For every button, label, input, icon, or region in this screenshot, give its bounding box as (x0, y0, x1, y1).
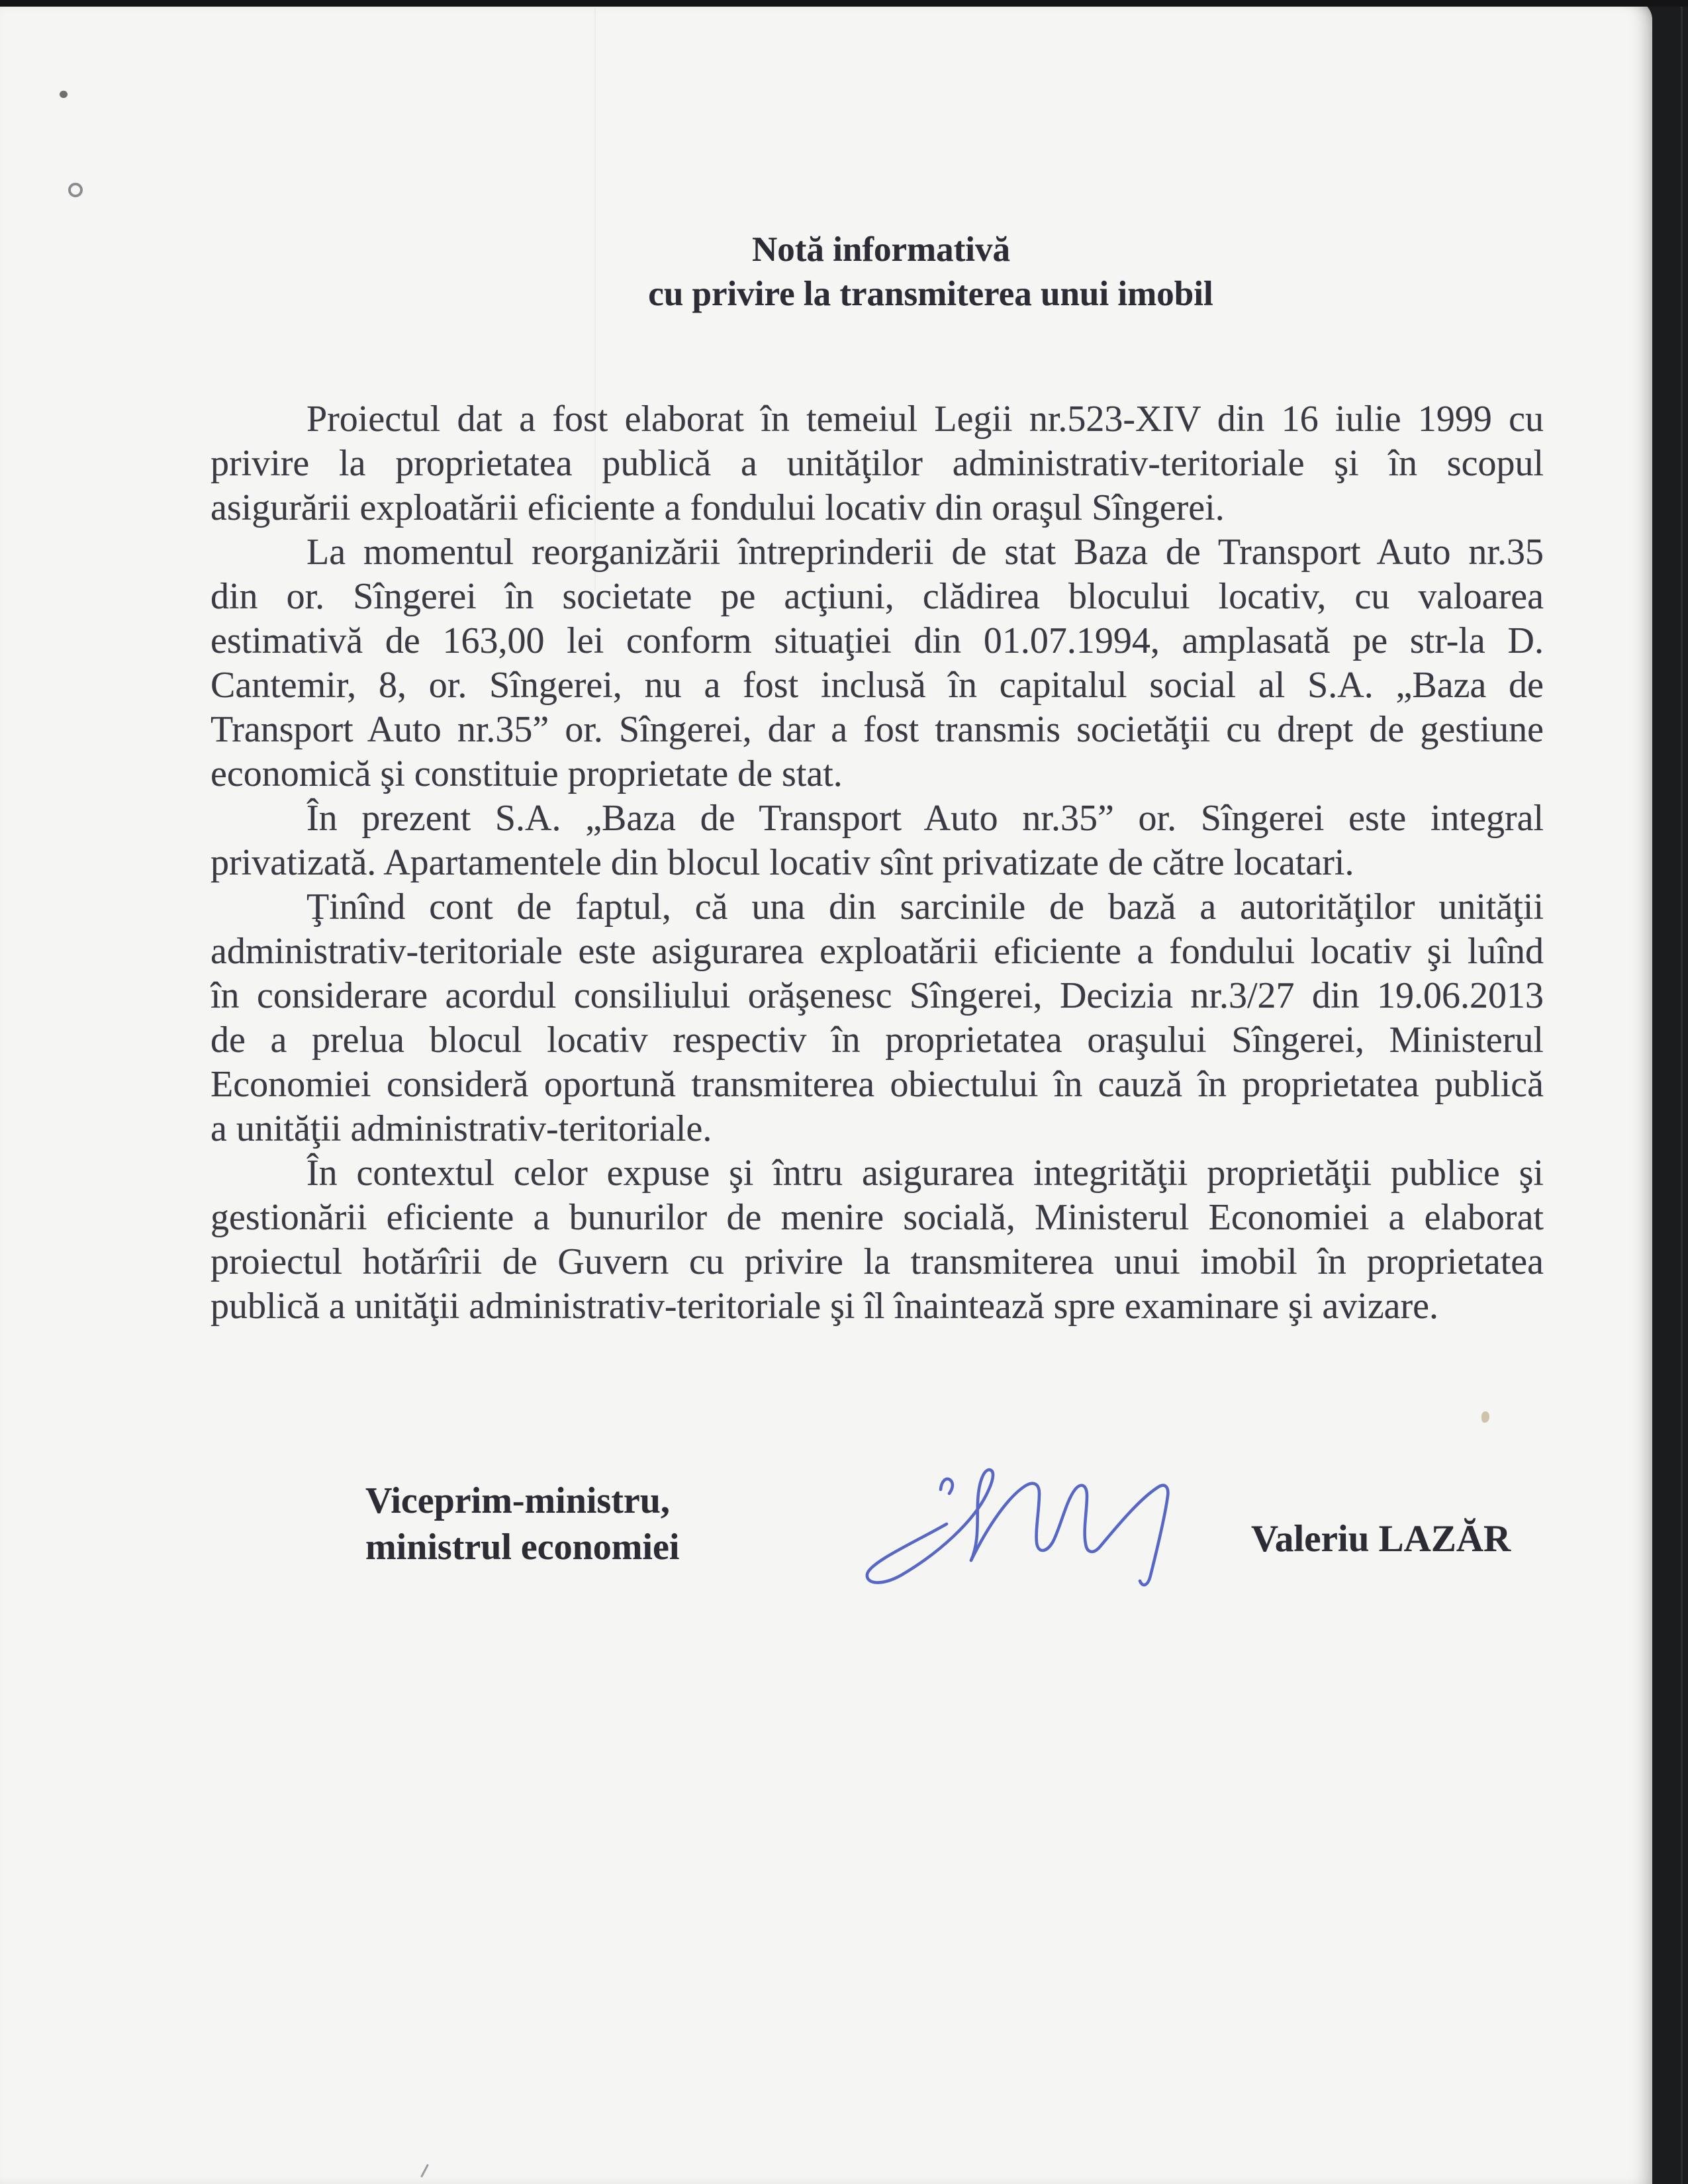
signatory-role-line2: ministrul economiei (365, 1527, 680, 1568)
text-line: În prezent S.A. „Baza de Transport Auto nr.35” or. Sîngerei este integral (306, 798, 1544, 839)
paragraph (211, 397, 1544, 530)
paragraph (211, 885, 1544, 1151)
paper-speck (68, 183, 83, 197)
text-line: de a prelua blocul locativ respectiv în proprietatea oraşului Sîngerei, Ministerul (211, 1020, 1544, 1061)
text-line: proiectul hotărîrii de Guvern cu privire la transmiterea unui imobil în proprietatea (211, 1241, 1544, 1282)
text-line: publică a unităţii administrativ-teritoriale şi îl înaintează spre examinare şi avizare. (211, 1286, 1439, 1327)
text-line: Ţinînd cont de faptul, că una din sarcinile de bază a autorităţilor unităţii (306, 886, 1544, 927)
text-line: estimativă de 163,00 lei conform situaţiei din 01.07.1994, amplasată pe str-la D. (211, 620, 1544, 661)
handwritten-signature-ink (847, 1423, 1178, 1642)
text-line: Economiei consideră oportună transmiterea obiectului în cauză în proprietatea publică (211, 1064, 1544, 1105)
text-line: În contextul celor expuse şi întru asigurarea integrităţii proprietăţii publice şi (306, 1153, 1544, 1194)
signatory-name: Valeriu LAZĂR (1251, 1518, 1511, 1560)
text-line: privire la proprietatea publică a unităţilor administrativ-teritoriale şi în scopul (211, 443, 1544, 484)
scan-top-edge (0, 0, 1688, 7)
paragraph (211, 530, 1544, 796)
document-title-line2: cu privire la transmiterea unui imobil (648, 275, 1213, 313)
scan-right-edge-highlight (1681, 0, 1683, 2184)
paragraph (211, 1151, 1544, 1329)
document-title-line1: Notă informativă (751, 230, 1011, 269)
paper-speck (60, 91, 68, 98)
text-line: Transport Auto nr.35” or. Sîngerei, dar a fost transmis societăţii cu drept de gestiune (211, 709, 1544, 750)
text-line: în considerare acordul consiliului orăşenesc Sîngerei, Decizia nr.3/27 din 19.06.2013 (211, 975, 1544, 1016)
signature-stroke-loops (971, 1484, 1168, 1585)
text-line: La momentul reorganizării întreprinderii de stat Baza de Transport Auto nr.35 (306, 532, 1544, 573)
text-line: gestionării eficiente a bunurilor de menire socială, Ministerul Economiei a elaborat (211, 1197, 1544, 1238)
text-line: Proiectul dat a fost elaborat în temeiul Legii nr.523-XIV din 16 iulie 1999 cu (306, 399, 1544, 440)
text-line: Cantemir, 8, or. Sîngerei, nu a fost inclusă în capitalul social al S.A. „Baza de (211, 665, 1544, 706)
text-line: administrativ-teritoriale este asigurarea exploatării eficiente a fondului locativ şi luînd (211, 931, 1544, 972)
text-line: economică şi constituie proprietate de stat. (211, 753, 843, 794)
document-body (211, 397, 1544, 1329)
text-line: a unităţii administrativ-teritoriale. (211, 1108, 712, 1149)
paragraph (211, 796, 1544, 885)
text-line: privatizată. Apartamentele din blocul locativ sînt privatizate de către locatari. (211, 842, 1354, 883)
signatory-role-line1: Viceprim-ministru, (365, 1480, 670, 1521)
text-line: asigurării exploatării eficiente a fondului locativ din oraşul Sîngerei. (211, 487, 1225, 528)
signature-stroke-flat-loop (867, 1470, 993, 1583)
signatory-role (365, 1478, 829, 1570)
signature-stroke-hook (941, 1479, 953, 1494)
text-line: din or. Sîngerei în societate pe acţiuni, clădirea blocului locativ, cu valoarea (211, 576, 1544, 617)
